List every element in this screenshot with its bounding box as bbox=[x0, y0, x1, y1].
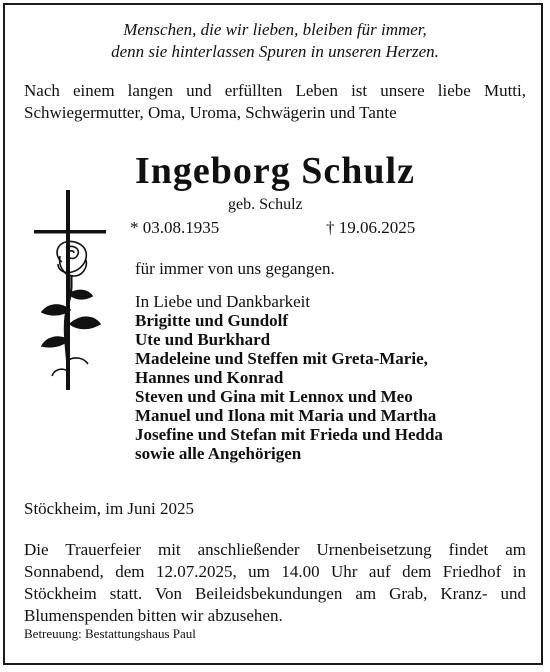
death-date: † 19.06.2025 bbox=[326, 218, 416, 237]
intro-text bbox=[24, 80, 526, 124]
mourner-line: sowie alle Angehörigen bbox=[135, 444, 302, 463]
mourner-line: Ute und Burkhard bbox=[135, 330, 271, 349]
birth-name: geb. Schulz bbox=[228, 196, 303, 213]
place-date: Stöckheim, im Juni 2025 bbox=[24, 499, 194, 518]
rose-icon bbox=[42, 241, 100, 390]
mourner-line: Hannes und Konrad bbox=[135, 368, 284, 387]
mourners-block bbox=[135, 292, 443, 463]
passing-text: für immer von uns gegangen. bbox=[135, 259, 335, 278]
ceremony-line-2: Sonnabend, dem 12.07.2025, um 14.00 Uhr auf dem Friedhof in bbox=[24, 562, 526, 581]
motto-line-2: denn sie hinterlassen Spuren in unseren Herzen. bbox=[111, 42, 439, 61]
ceremony-line-3: Stöckheim statt. Von Beileidsbekundungen am Grab, Kranz- und bbox=[24, 584, 526, 603]
mourner-line: Madeleine und Steffen mit Greta-Marie, bbox=[135, 349, 428, 368]
ceremony-text bbox=[24, 539, 526, 627]
mourner-line: Manuel und Ilona mit Maria und Martha bbox=[135, 406, 437, 425]
ceremony-line-1: Die Trauerfeier mit anschließender Urnenbeisetzung findet am bbox=[24, 540, 526, 559]
deceased-name: Ingeborg Schulz bbox=[135, 150, 415, 192]
intro-line-2: Schwiegermutter, Oma, Uroma, Schwägerin und Tante bbox=[24, 103, 397, 122]
mourner-line: Steven und Gina mit Lennox und Meo bbox=[135, 387, 413, 406]
intro-line-1: Nach einem langen und erfüllten Leben ist unsere liebe Mutti, bbox=[24, 81, 526, 100]
mourner-line: Josefine und Stefan mit Frieda und Hedda bbox=[135, 425, 443, 444]
mourner-line: Brigitte und Gundolf bbox=[135, 311, 289, 330]
motto-line-1: Menschen, die wir lieben, bleiben für immer, bbox=[123, 20, 427, 39]
motto bbox=[0, 19, 550, 63]
funeral-home-credit: Betreuung: Bestattungshaus Paul bbox=[24, 626, 196, 641]
cross-with-rose bbox=[30, 190, 130, 390]
birth-date: * 03.08.1935 bbox=[130, 218, 220, 237]
ceremony-line-4: Blumenspenden bitten wir abzusehen. bbox=[24, 606, 283, 625]
mourners-lead: In Liebe und Dankbarkeit bbox=[135, 292, 311, 311]
